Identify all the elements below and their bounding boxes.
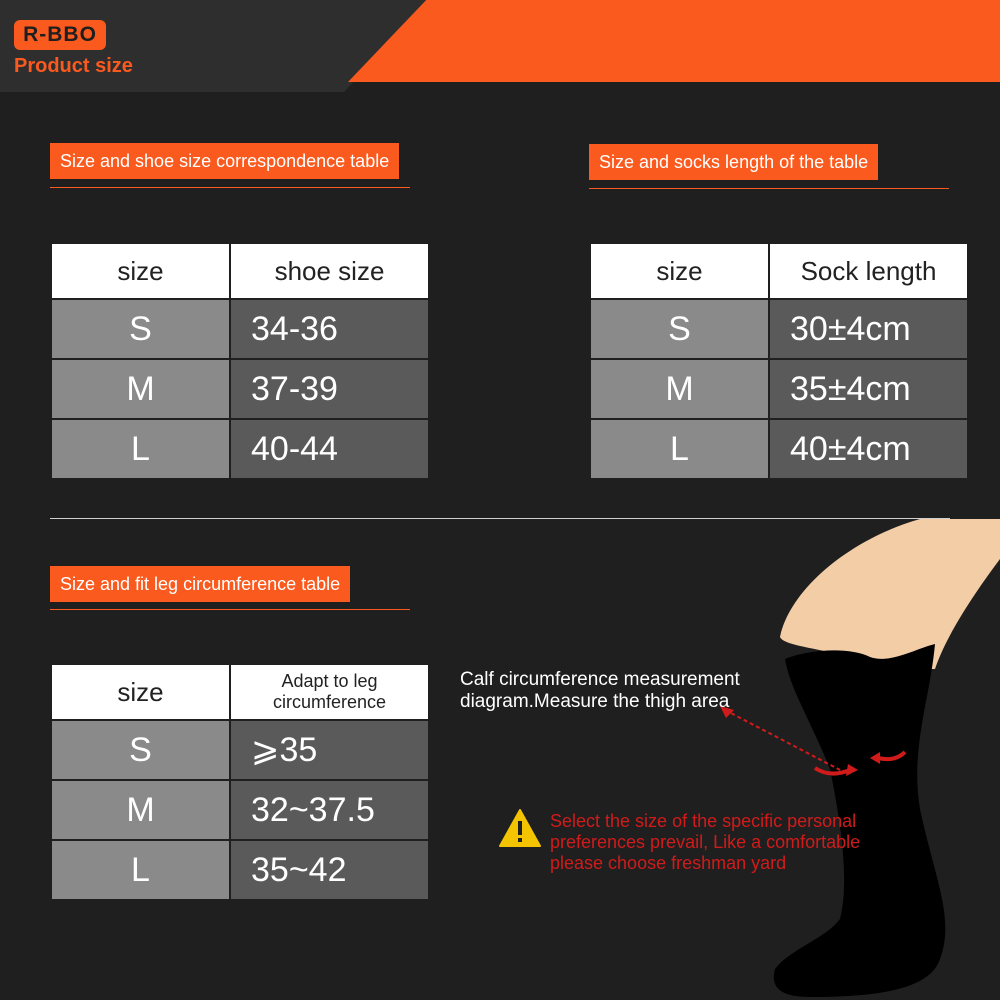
value-cell: ⩾35 <box>230 720 429 780</box>
size-cell: S <box>590 299 769 359</box>
table-row <box>51 419 429 479</box>
value-cell: 34-36 <box>230 299 429 359</box>
table-header-row <box>51 243 429 299</box>
pointer-line <box>725 710 840 770</box>
table-row <box>51 299 429 359</box>
right-arrowhead <box>870 752 880 764</box>
shoe-table-title: Size and shoe size correspondence table <box>50 143 399 179</box>
header-cell: shoe size <box>230 243 429 299</box>
table-row <box>590 419 968 479</box>
table-row <box>51 780 429 840</box>
page-title: Product size <box>14 55 133 77</box>
header-cell: size <box>590 243 769 299</box>
header-cell: Adapt to leg circumference <box>230 664 429 720</box>
header-cell: size <box>51 664 230 720</box>
table-row <box>51 720 429 780</box>
size-cell: L <box>51 419 230 479</box>
sock-table-title: Size and socks length of the table <box>589 144 878 180</box>
size-cell: L <box>51 840 230 900</box>
brand-logo: R-BBO <box>14 20 106 50</box>
leg-table-underline <box>50 609 410 610</box>
value-cell: 32~37.5 <box>230 780 429 840</box>
size-cell: S <box>51 720 230 780</box>
size-warning-note: Select the size of the specific personal preferences prevail, Like a comfortable please choose freshman yard <box>550 811 861 873</box>
size-cell: L <box>590 419 769 479</box>
size-cell: M <box>590 359 769 419</box>
left-arrowhead <box>846 764 858 776</box>
value-cell: 40-44 <box>230 419 429 479</box>
warning-icon <box>498 808 542 848</box>
left-circumference-arrow <box>815 768 850 774</box>
table-row <box>590 359 968 419</box>
table-header-row <box>590 243 968 299</box>
header-cell: Sock length <box>769 243 968 299</box>
value-cell: 35~42 <box>230 840 429 900</box>
shoe-table-underline <box>50 187 410 188</box>
size-cell: M <box>51 359 230 419</box>
leg-circumference-table <box>50 663 430 901</box>
measurement-arrows <box>700 700 920 790</box>
shoe-size-table <box>50 242 430 480</box>
value-cell: 37-39 <box>230 359 429 419</box>
sock-length-table <box>589 242 969 480</box>
right-circumference-arrow <box>878 752 905 759</box>
table-row <box>51 359 429 419</box>
sock-table-underline <box>589 188 949 189</box>
header-orange-band <box>348 0 1000 82</box>
table-row <box>51 840 429 900</box>
value-cell: 35±4cm <box>769 359 968 419</box>
size-cell: S <box>51 299 230 359</box>
table-header-row <box>51 664 429 720</box>
thigh-skin-shape <box>780 519 1000 669</box>
leg-table-title: Size and fit leg circumference table <box>50 566 350 602</box>
size-cell: M <box>51 780 230 840</box>
value-cell: 30±4cm <box>769 299 968 359</box>
calf-measurement-note: Calf circumference measurement diagram.Measure the thigh area <box>460 669 740 712</box>
value-cell: 40±4cm <box>769 419 968 479</box>
table-row <box>590 299 968 359</box>
header-cell: size <box>51 243 230 299</box>
